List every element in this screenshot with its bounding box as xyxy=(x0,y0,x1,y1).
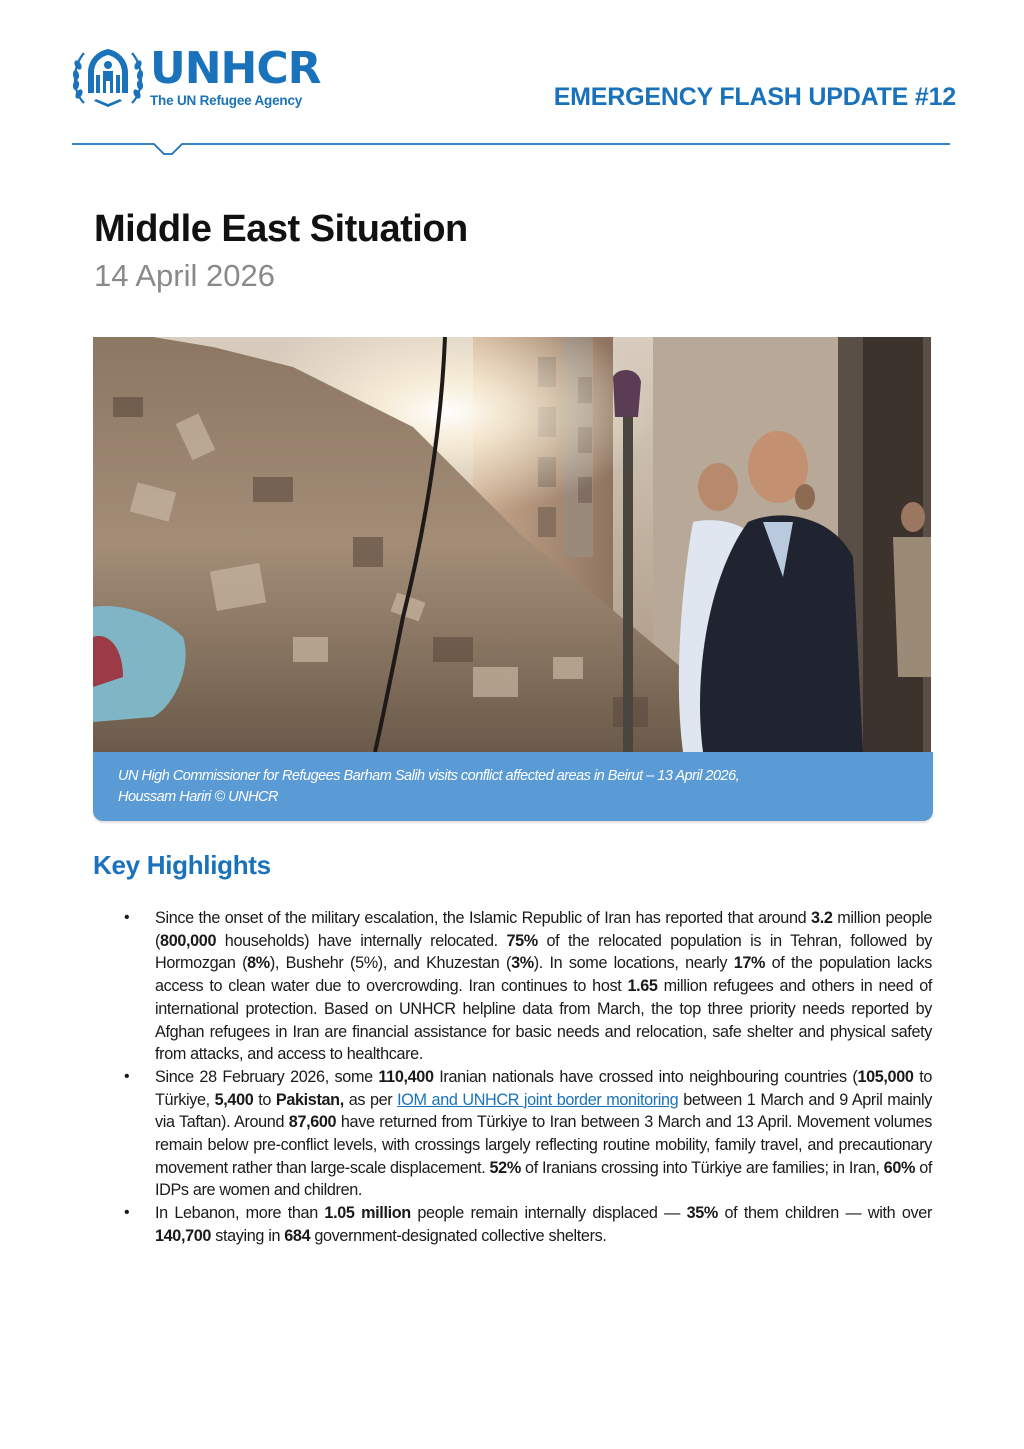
highlight-text: to Türkiye, xyxy=(155,1067,933,1109)
highlight-item-iran-displacement xyxy=(121,907,932,1066)
highlight-item-lebanon-displacement xyxy=(121,1202,932,1247)
highlight-figure: 800,000 xyxy=(160,931,217,950)
highlight-figure: 87,600 xyxy=(288,1113,337,1132)
highlight-figure: 105,000 xyxy=(857,1067,914,1086)
bullet-icon: • xyxy=(124,1067,130,1085)
highlight-figure: 52% xyxy=(489,1158,521,1177)
iom-unhcr-border-monitoring-link[interactable]: IOM and UNHCR joint border monitoring xyxy=(397,1090,679,1109)
highlight-text: households) have internally relocated. xyxy=(216,931,507,950)
highlight-figure: 140,700 xyxy=(155,1226,212,1245)
highlight-text: as per xyxy=(343,1090,398,1109)
highlight-figure: 3% xyxy=(511,954,534,973)
highlight-text: of the population lacks access to clean water due to overcrowding. Iran continues to host xyxy=(155,954,932,996)
highlight-figure: 5,400 xyxy=(214,1090,254,1109)
highlight-text: staying in xyxy=(211,1226,285,1245)
highlight-text: of IDPs are women and children. xyxy=(155,1158,932,1200)
highlight-text: million people ( xyxy=(155,909,932,950)
highlight-figure: 17% xyxy=(733,954,766,973)
report-date: 14 April 2026 xyxy=(94,258,275,293)
highlight-text: have returned from Türkiye to Iran between 3 March and 13 April. Movement volumes remain below pre-conflict levels, with crossings largely reflecting routine mobility, family travel, and precautionary movement rather than large-scale displacement. xyxy=(155,1113,932,1177)
unhcr-emblem-icon xyxy=(70,43,146,111)
highlight-text: to xyxy=(253,1090,276,1109)
highlight-text: of the relocated population is in Tehran, followed by Hormozgan ( xyxy=(155,931,933,973)
highlight-figure: 3.2 xyxy=(811,909,833,927)
highlight-figure: 1.65 xyxy=(627,977,658,996)
bullet-icon: • xyxy=(124,1204,130,1222)
highlight-figure: 75% xyxy=(506,931,538,950)
unhcr-logo xyxy=(70,42,340,112)
highlight-figure: 684 xyxy=(284,1226,311,1245)
logo-tagline: The UN Refugee Agency xyxy=(150,92,303,108)
highlight-figure: Pakistan, xyxy=(275,1090,344,1109)
highlight-text: between 1 March and 9 April mainly via Taftan). Around xyxy=(155,1090,932,1132)
highlight-text: Since 28 February 2026, some xyxy=(155,1067,379,1086)
bullet-icon: • xyxy=(124,909,130,926)
highlight-figure: 110,400 xyxy=(378,1067,434,1086)
highlight-text: ). In some locations, nearly xyxy=(533,954,734,973)
highlight-figure: 8% xyxy=(247,954,270,973)
key-highlights-heading: Key Highlights xyxy=(93,850,271,880)
highlight-figure: 1.05 million xyxy=(324,1204,411,1223)
highlight-item-border-crossings xyxy=(121,1066,932,1202)
highlight-text: Since the onset of the military escalation, the Islamic Republic of Iran has reported that around xyxy=(155,909,812,927)
highlight-text: people remain internally displaced — xyxy=(410,1204,687,1223)
highlight-figure: 60% xyxy=(883,1158,916,1177)
rubble-photo-image xyxy=(93,337,931,752)
flash-update-title: EMERGENCY FLASH UPDATE #12 xyxy=(553,83,956,111)
logo-wordmark: UNHCR xyxy=(150,42,321,94)
page-title: Middle East Situation xyxy=(94,208,468,250)
highlight-text: Iranian nationals have crossed into neighbouring countries ( xyxy=(433,1067,858,1086)
highlight-figure: 35% xyxy=(686,1204,718,1223)
highlight-text: In Lebanon, more than xyxy=(155,1204,325,1223)
caption-line-1: UN High Commissioner for Refugees Barham Salih visits conflict affected areas in Beirut – 13 April 2026, xyxy=(118,768,740,784)
highlight-text: of Iranians crossing into Türkiye are families; in Iran, xyxy=(520,1158,884,1177)
highlight-text: of them children — with over xyxy=(717,1204,932,1223)
highlight-text: ), Bushehr (5%), and Khuzestan ( xyxy=(269,954,512,973)
highlight-text: million refugees and others in need of international protection. Based on UNHCR helpline data from March, the top three priority needs reported by Afghan refugees in Iran are financial assistance for basic needs and relocation, safe shelter and physical safety from attacks, and access to healthcare. xyxy=(155,977,932,1064)
highlight-text: government-designated collective shelters. xyxy=(310,1226,607,1245)
caption-line-2: Houssam Hariri © UNHCR xyxy=(118,789,279,805)
photo-caption xyxy=(93,752,933,821)
key-highlights-list xyxy=(121,907,932,1248)
cover-photo xyxy=(93,337,931,752)
header-divider xyxy=(72,136,950,160)
